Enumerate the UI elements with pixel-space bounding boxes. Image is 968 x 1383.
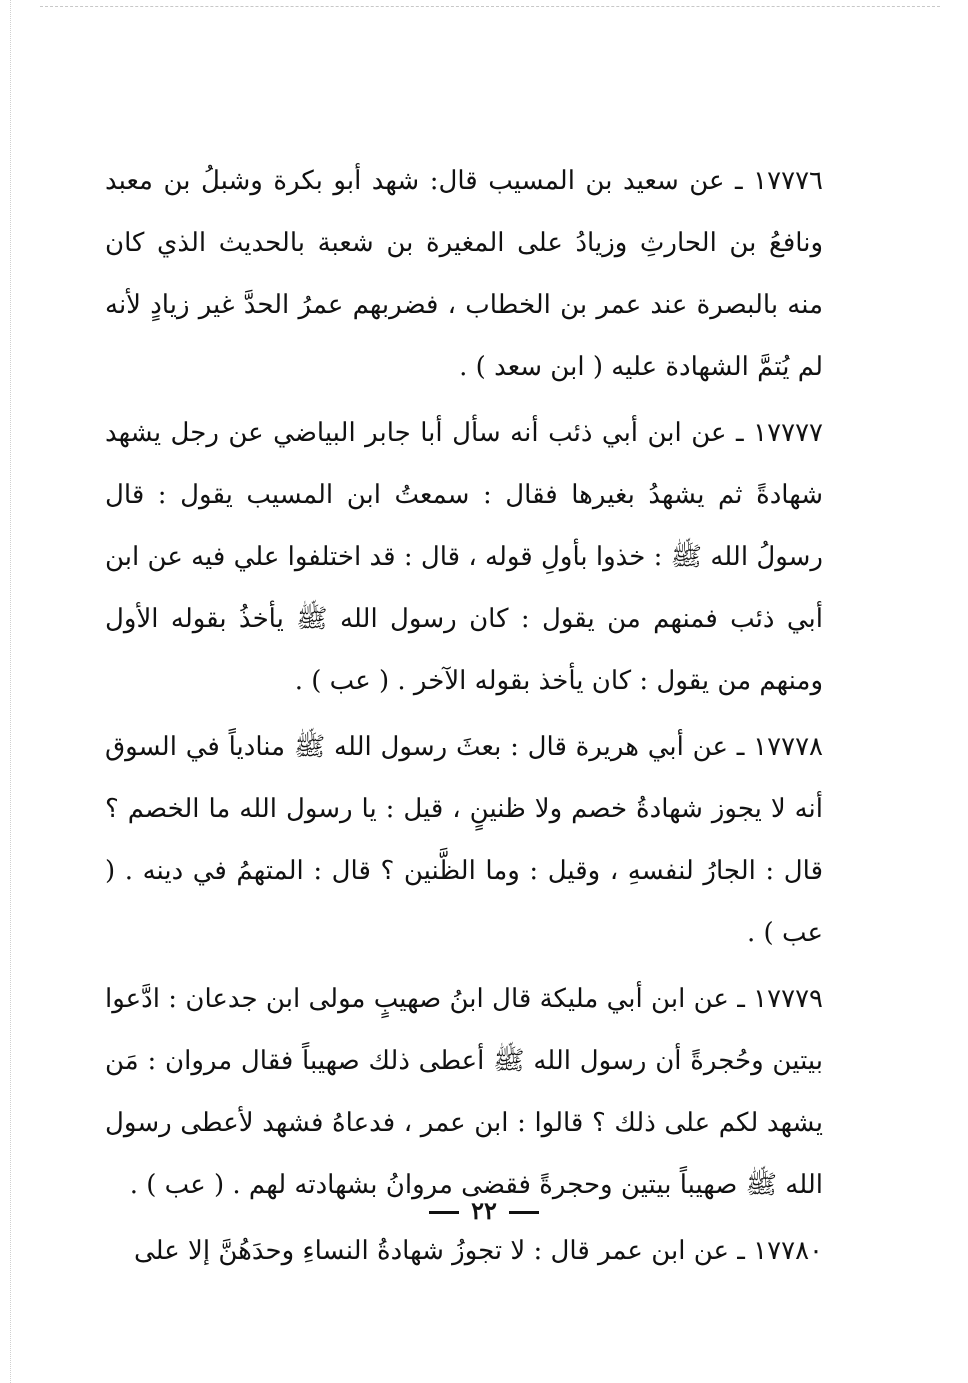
footer-dash-left bbox=[429, 1211, 459, 1214]
page-number: ٢٢ bbox=[471, 1196, 497, 1225]
top-edge-divider bbox=[40, 6, 940, 7]
hadith-number: ١٧٧٧٨ bbox=[753, 732, 823, 762]
hadith-entry bbox=[105, 402, 823, 712]
footer-dash-right bbox=[509, 1211, 539, 1214]
hadith-entry bbox=[105, 150, 823, 398]
hadith-entry bbox=[105, 1220, 823, 1282]
hadith-number: ١٧٧٨٠ bbox=[753, 1236, 823, 1266]
hadith-number: ١٧٧٧٩ bbox=[753, 984, 823, 1014]
page-footer bbox=[0, 1196, 968, 1225]
hadith-number: ١٧٧٧٧ bbox=[753, 418, 823, 448]
hadith-text: ـ عن أبي هريرة قال : بعثَ رسول الله ﷺ منادياً في السوق أنه لا يجوز شهادةُ خصم ولا ظنينٍ ، قيل : يا رسول الله ما الخصم ؟ قال : الجارُ لنفسهِ ، وقيل : وما الظَّنين ؟ قال : المتهمُ في دينه . ( عب ) . bbox=[105, 732, 823, 948]
hadith-entry bbox=[105, 968, 823, 1216]
hadith-text: ـ عن ابن أبي ذئب أنه سأل أبا جابر البياضي عن رجل يشهد شهادةً ثم يشهدُ بغيرها فقال : سمعتُ ابن المسيب يقول : قال رسولُ الله ﷺ : خذوا بأولِ قوله ، قال : قد اختلفوا علي فيه عن ابن أبي ذئب فمنهم من يقول : كان رسول الله ﷺ يأخذُ بقوله الأول ومنهم من يقول : كان يأخذ بقوله الآخر . ( عب ) . bbox=[105, 418, 823, 696]
hadith-text-block bbox=[105, 150, 823, 1286]
hadith-entry bbox=[105, 716, 823, 964]
hadith-text: ـ عن سعيد بن المسيب قال: شهد أبو بكرة وشبلُ بن معبد ونافعُ بن الحارثِ وزيادُ على المغيرة بن شعبة بالحديث الذي كان منه بالبصرة عند عمر بن الخطاب ، فضربهم عمرُ الحدَّ غير زيادٍ لأنه لم يُتمَّ الشهادة عليه ( ابن سعد ) . bbox=[105, 166, 823, 382]
hadith-text: ـ عن ابن عمر قال : لا تجوزُ شهادةُ النساءِ وحدَهُنَّ إلا على bbox=[133, 1236, 754, 1266]
left-edge-divider bbox=[10, 0, 11, 1383]
hadith-text: ـ عن ابن أبي مليكة قال ابنُ صهيبٍ مولى ابن جدعان : ادَّعوا بيتين وحُجرةً أن رسول الله ﷺ أعطى ذلك صهيباً فقال مروان : مَن يشهد لكم على ذلك ؟ قالوا : ابن عمر ، فدعاهُ فشهد لأعطى رسول الله ﷺ صهيباً بيتين وحجرةً فقضى مروانُ بشهادته لهم . ( عب ) . bbox=[105, 984, 823, 1200]
hadith-number: ١٧٧٧٦ bbox=[753, 166, 823, 196]
